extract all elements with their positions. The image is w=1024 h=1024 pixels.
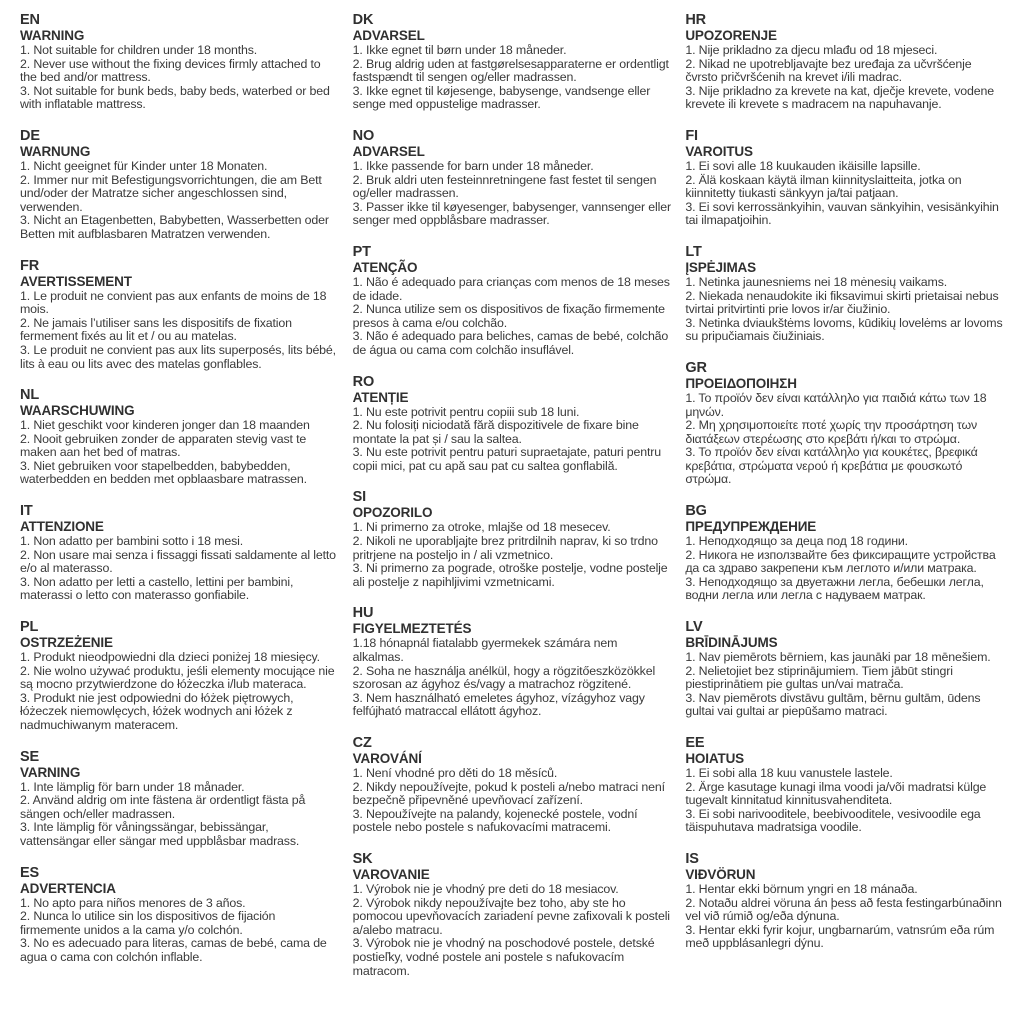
warning-title: OPOZORILO bbox=[352, 505, 433, 521]
warning-item: 3. Ei sovi kerrossänkyihin, vauvan sänkyihin, vesisänkyihin tai ilmapatjoihin. bbox=[685, 199, 999, 228]
warning-item: 3. Não é adequado para beliches, camas de bebé, colchão de água ou cama com colchão insuflável. bbox=[352, 329, 669, 357]
warning-item: 1. Το προϊόν δεν είναι κατάλληλο για παιδιά κάτω των 18 μηνών. bbox=[685, 390, 987, 419]
language-code: RO bbox=[352, 373, 375, 390]
warning-title: WARNUNG bbox=[20, 143, 91, 159]
warning-item: 3. Ni primerno za pograde, otroške postelje, vodne postelje ali postelje z napihljivimi vzmetnicami. bbox=[352, 561, 668, 589]
warning-title: ATENȚIE bbox=[352, 389, 409, 405]
warning-title: ADVARSEL bbox=[352, 143, 425, 159]
section-cz bbox=[353, 736, 672, 835]
warning-item: 2. Nunca utilize sem os dispositivos de fixação firmemente presos à cama e/ou colchão. bbox=[352, 302, 665, 330]
warning-item: 2. Never use without the fixing devices firmly attached to the bed and/or mattress. bbox=[20, 56, 321, 85]
warning-item: 1. Niet geschikt voor kinderen jonger dan 18 maanden bbox=[20, 418, 310, 433]
warning-item: 3. No es adecuado para literas, camas de bebé, cama de agua o cama con colchón inflable. bbox=[20, 936, 327, 964]
warning-title: ATTENZIONE bbox=[20, 519, 104, 535]
warning-title: WARNING bbox=[20, 28, 85, 43]
warning-item: 1. Ei sovi alle 18 kuukauden ikäisille lapsille. bbox=[685, 158, 921, 173]
section-fi bbox=[685, 129, 1004, 228]
warning-item: 2. Nikoli ne uporabljajte brez pritrdilnih naprav, ki so trdno pritrjene na posteljo in / ali vzmetnico. bbox=[352, 534, 658, 562]
language-code: HR bbox=[685, 12, 706, 28]
language-code: EE bbox=[685, 735, 705, 751]
language-code: IS bbox=[685, 850, 699, 867]
warning-title: ПРЕДУПРЕЖДЕНИЕ bbox=[685, 519, 817, 535]
warning-title: BRĪDINĀJUMS bbox=[685, 635, 778, 651]
warning-item: 3. Not suitable for bunk beds, baby beds, waterbed or bed with inflatable mattress. bbox=[20, 83, 330, 112]
section-lt bbox=[685, 245, 1004, 344]
section-es bbox=[20, 866, 339, 965]
warning-title: ΠΡΟΕΙΔΟΠΟΙΗΣΗ bbox=[685, 375, 797, 391]
warning-item: 2. Nooit gebruiken zonder de apparaten stevig vast te maken aan het bed of matras. bbox=[20, 431, 307, 460]
warning-item: 2. Immer nur mit Befestigungsvorrichtungen, die am Bett und/oder der Matratze sicher angeschlossen sind, verwenden. bbox=[20, 172, 322, 214]
warning-item: 1. Non adatto per bambini sotto i 18 mesi. bbox=[20, 534, 244, 549]
warning-item: 3. Le produit ne convient pas aux lits superposés, lits bébé, lits à eau ou lits avec des matelas gonflables. bbox=[20, 342, 336, 371]
warning-item: 3. Inte lämplig för våningssängar, bebissängar, vattensängar eller sängar med uppblåsbar madrass. bbox=[20, 820, 300, 848]
warning-title: ADVARSEL bbox=[352, 28, 425, 43]
language-code: SI bbox=[352, 489, 367, 506]
warning-title: VAROVÁNÍ bbox=[352, 751, 422, 766]
warning-item: 3. Неподходящо за двуетажни легла, бебешки легла, водни легла или легла с надуваем матрак. bbox=[685, 574, 984, 603]
warning-item: 2. Ne jamais l’utiliser sans les dispositifs de fixation fermement fixés au lit et / ou au matelas. bbox=[20, 315, 292, 344]
warning-item: 2. Nikad ne upotrebljavajte bez uređaja za učvršćenje čvrsto pričvršćenih na krevet i/ili madrac. bbox=[685, 56, 972, 85]
section-no bbox=[353, 129, 672, 228]
section-ee bbox=[685, 736, 1004, 835]
language-code: ES bbox=[20, 864, 40, 881]
warning-item: 1. Le produit ne convient pas aux enfants de moins de 18 mois. bbox=[20, 288, 327, 317]
language-code: DK bbox=[352, 12, 374, 28]
warning-item: 3. Nem használható emeletes ágyhoz, vízágyhoz vagy felfújható matraccal ellátott ágyhoz. bbox=[352, 690, 645, 719]
warning-item: 1. Inte lämplig för barn under 18 månader. bbox=[20, 779, 245, 794]
section-fr bbox=[20, 259, 339, 372]
section-hr bbox=[685, 13, 1004, 112]
warning-item: 3. Niet gebruiken voor stapelbedden, babybedden, waterbedden en bedden met opblaasbare matrassen. bbox=[20, 458, 307, 487]
language-code: PL bbox=[20, 619, 39, 636]
warning-item: 1. Produkt nieodpowiedni dla dzieci poniżej 18 miesięcy. bbox=[20, 650, 320, 665]
warning-item: 3. Nepoužívejte na palandy, kojenecké postele, vodní postele nebo postele s nafukovacími matracemi. bbox=[352, 806, 638, 835]
warning-item: 1. Nicht geeignet für Kinder unter 18 Monaten. bbox=[20, 158, 268, 173]
warning-item: 3. Το προϊόν δεν είναι κατάλληλο για κουκέτες, βρεφικά κρεβάτια, στρώματα νερού ή κρεβάτια με φουσκωτό στρώμα. bbox=[685, 445, 978, 487]
warning-item: 3. Passer ikke til køyesenger, babysenger, vannsenger eller senger med oppblåsbare madrasser. bbox=[352, 199, 671, 228]
warning-item: 1. Неподходящо за деца под 18 години. bbox=[685, 534, 908, 549]
section-is bbox=[685, 852, 1004, 951]
section-se bbox=[20, 750, 339, 849]
language-code: NL bbox=[20, 387, 40, 404]
section-nl bbox=[20, 388, 339, 487]
language-code: IT bbox=[20, 503, 33, 520]
language-code: SE bbox=[20, 748, 40, 765]
section-it bbox=[20, 504, 339, 603]
warning-item: 1. Nav piemērots bērniem, kas jaunāki par 18 mēnešiem. bbox=[685, 650, 991, 665]
warning-item: 1. Hentar ekki börnum yngri en 18 mánaða. bbox=[685, 881, 918, 896]
warning-item: 2. Никога не използвайте без фиксиращите устройства да са здраво закрепени към леглото и/или матрака. bbox=[685, 547, 996, 576]
language-code: GR bbox=[685, 359, 707, 376]
language-code: LT bbox=[685, 243, 702, 260]
warning-title: ADVERTENCIA bbox=[20, 880, 116, 896]
column-3 bbox=[685, 13, 1004, 1024]
language-code: FI bbox=[685, 127, 698, 144]
warning-item: 3. Hentar ekki fyrir kojur, ungbarnarúm, vatnsrúm eða rúm með uppblásanlegri dýnu. bbox=[685, 922, 995, 951]
warning-item: 2. Soha ne használja anélkül, hogy a rögzitőeszközökkel szorosan az ágyhoz és/vagy a matrachoz rögzitené. bbox=[352, 663, 656, 692]
warning-title: VIÐVÖRUN bbox=[685, 866, 756, 882]
section-ro bbox=[353, 375, 672, 474]
warning-item: 3. Nu este potrivit pentru paturi supraetajate, paturi pentru copii mici, pat cu apă sau pat cu saltea gonflabilă. bbox=[352, 445, 662, 473]
warning-item: 3. Nije prikladno za krevete na kat, dječje krevete, vodene krevete ili krevete s madracem na napuhavanje. bbox=[685, 83, 994, 112]
column-2 bbox=[353, 13, 672, 1024]
warning-item: 2. Non usare mai senza i fissaggi fissati saldamente al letto e/o al materasso. bbox=[20, 547, 336, 576]
warning-item: 3. Ei sobi narivooditele, beebivooditele, vesivoodile ega täispuhutava madratsiga voodile. bbox=[685, 806, 981, 835]
language-code: CZ bbox=[352, 735, 372, 751]
section-lv bbox=[685, 620, 1004, 719]
section-hu bbox=[353, 606, 672, 719]
language-code: FR bbox=[20, 257, 40, 274]
warning-title: WAARSCHUWING bbox=[20, 403, 135, 419]
warning-item: 2. Bruk aldri uten festeinnretningene fast festet til sengen og/eller madrassen. bbox=[352, 172, 657, 201]
section-dk bbox=[353, 13, 672, 112]
section-pl bbox=[20, 620, 339, 733]
warning-item: 3. Výrobok nie je vhodný na poschodové postele, detské postieľky, vodné postele ani postele s nafukovacím matracom. bbox=[352, 936, 655, 978]
warning-item: 1. Netinka jaunesniems nei 18 mėnesių vaikams. bbox=[685, 274, 948, 289]
language-code: BG bbox=[685, 503, 707, 520]
warning-item: 2. Nu folosiți niciodată fără dispozitivele de fixare bine montate la pat și / sau la saltea. bbox=[352, 418, 639, 446]
warning-item: 2. Brug aldrig uden at fastgørelsesapparaterne er ordentligt fastspændt til sengen og/eller madrassen. bbox=[352, 56, 669, 85]
language-code: HU bbox=[352, 605, 374, 622]
language-code: SK bbox=[352, 850, 373, 867]
warning-item: 2. Notaðu aldrei vöruna án þess að festa festingarbúnaðinn vel við rúmið og/eða dýnuna. bbox=[685, 895, 1002, 924]
section-si bbox=[353, 490, 672, 589]
warning-title: ATENÇÃO bbox=[352, 259, 418, 275]
warning-item: 1.18 hónapnál fiatalabb gyermekek számára nem alkalmas. bbox=[352, 636, 618, 665]
language-code: EN bbox=[20, 12, 40, 28]
warning-item: 1. Not suitable for children under 18 months. bbox=[20, 43, 258, 57]
warning-title: ĮSPĖJIMAS bbox=[685, 259, 757, 275]
warning-item: 2. Nikdy nepoužívejte, pokud k posteli a/nebo matraci není bezpečně připevněné upevňovací zařízení. bbox=[352, 779, 665, 808]
warning-item: 1. Ikke passende for barn under 18 måneder. bbox=[352, 158, 594, 173]
warning-item: 1. Výrobok nie je vhodný pre deti do 18 mesiacov. bbox=[352, 881, 619, 896]
section-pt bbox=[353, 245, 672, 358]
section-de bbox=[20, 129, 339, 242]
warning-item: 1. No apto para niños menores de 3 años. bbox=[20, 895, 246, 910]
language-code: PT bbox=[352, 243, 371, 260]
warning-item: 2. Niekada nenaudokite iki fiksavimui skirti prietaisai nebus tvirtai pritvirtinti prie lovos ir/ar čiužinio. bbox=[685, 288, 999, 317]
warning-title: AVERTISSEMENT bbox=[20, 273, 132, 289]
warning-title: HOIATUS bbox=[685, 751, 745, 766]
column-1 bbox=[20, 13, 339, 1024]
warning-item: 3. Nicht an Etagenbetten, Babybetten, Wasserbetten oder Betten mit aufblasbaren Matratzen verwenden. bbox=[20, 213, 329, 241]
warning-item: 1. Nu este potrivit pentru copiii sub 18 luni. bbox=[352, 404, 580, 419]
warning-item: 1. Ikke egnet til børn under 18 måneder. bbox=[352, 43, 567, 57]
warning-title: OSTRZEŻENIE bbox=[20, 635, 113, 651]
warning-item: 1. Ei sobi alla 18 kuu vanustele lastele. bbox=[685, 766, 893, 780]
warning-item: 2. Älä koskaan käytä ilman kiinnityslaitteita, jotka on kiinnitetty tiukasti sänkyyn ja/tai patjaan. bbox=[685, 172, 962, 201]
warning-item: 3. Non adatto per letti a castello, lettini per bambini, materassi o letto con materasso gonfiabile. bbox=[20, 574, 294, 603]
warning-item: 2. Nunca lo utilice sin los dispositivos de fijación firmemente unidos a la cama y/o colchón. bbox=[20, 909, 276, 937]
section-sk bbox=[353, 852, 672, 978]
section-bg bbox=[685, 504, 1004, 603]
warning-item: 1. Nije prikladno za djecu mlađu od 18 mjeseci. bbox=[685, 43, 938, 57]
warning-title: VAROVANIE bbox=[352, 866, 430, 882]
section-en bbox=[20, 13, 339, 112]
section-gr bbox=[685, 361, 1004, 487]
warning-title: UPOZORENJE bbox=[685, 28, 777, 43]
warning-item: 2. Ärge kasutage kunagi ilma voodi ja/või madratsi külge tugevalt kinnitatud kinnitusvahenditeta. bbox=[685, 779, 987, 808]
warning-item: 3. Netinka dviaukštėms lovoms, kūdikių lovelėms ar lovoms su pripučiamais čiužiniais. bbox=[685, 315, 1003, 344]
warning-item: 3. Nav piemērots divstāvu gultām, bērnu gultām, ūdens gultai vai gultai ar piepūšamo matraci. bbox=[685, 690, 981, 719]
warning-item: 1. Není vhodné pro děti do 18 měsíců. bbox=[352, 766, 558, 780]
warning-item: 1. Ni primerno za otroke, mlajše od 18 mesecev. bbox=[352, 520, 611, 535]
warning-item: 2. Výrobok nikdy nepoužívajte bez toho, aby ste ho pomocou upevňovacích zariadení pevne zafixovali k posteli a/alebo matracu. bbox=[352, 895, 670, 937]
warning-title: VAROITUS bbox=[685, 143, 753, 159]
warning-item: 2. Nie wolno używać produktu, jeśli elementy mocujące nie są mocno przytwierdzone do łóżeczka i/lub materaca. bbox=[20, 663, 335, 692]
warning-title: FIGYELMEZTETÉS bbox=[352, 621, 472, 637]
warning-item: 1. Não é adequado para crianças com menos de 18 meses de idade. bbox=[352, 274, 670, 303]
language-code: DE bbox=[20, 127, 40, 144]
warning-item: 3. Ikke egnet til køjesenge, babysenge, vandsenge eller senge med oppustelige madrasser. bbox=[352, 83, 651, 112]
warning-item: 2. Nelietojiet bez stiprinājumiem. Tiem jābūt stingri piestiprinātiem pie gultas un/vai matrača. bbox=[685, 663, 953, 692]
language-code: LV bbox=[685, 619, 703, 636]
warning-item: 3. Produkt nie jest odpowiedni do łóżek piętrowych, łóżeczek niemowlęcych, łóżek wodnych ani łóżek z nadmuchiwanym materacem. bbox=[20, 690, 294, 732]
warning-item: 2. Μη χρησιμοποιείτε ποτέ χωρίς την προσάρτηση των διατάξεων στερέωσης στο κρεβάτι ή/και το στρώμα. bbox=[685, 418, 978, 446]
warning-item: 2. Använd aldrig om inte fästena är ordentligt fästa på sängen och/eller madrassen. bbox=[20, 793, 306, 821]
language-code: NO bbox=[352, 127, 375, 144]
warning-title: VARNING bbox=[20, 764, 81, 780]
